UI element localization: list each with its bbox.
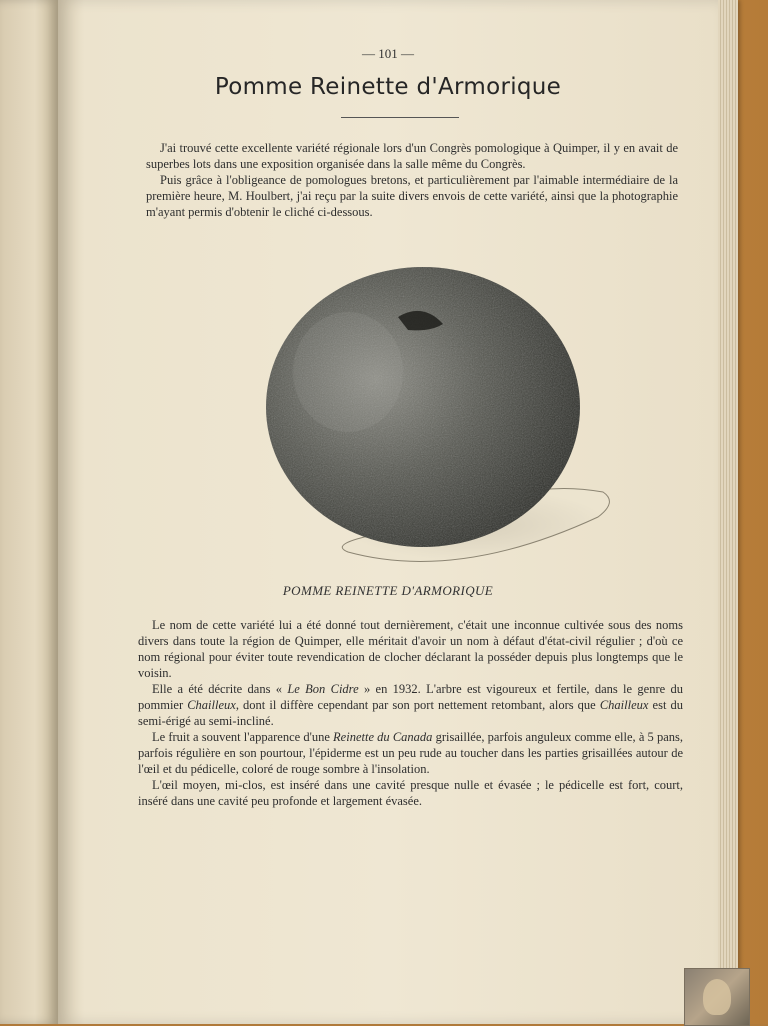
body-paragraph-2: Elle a été décrite dans « Le Bon Cidre » en 1932. L'arbre est vigoureux et fertile, dans le genre du pommier Chailleux, dont il diffère cependant par son port nettement retombant, alors que Chailleux est du semi-érigé au semi-incliné.: [138, 682, 683, 728]
left-page-edge: [0, 0, 58, 1024]
body-paragraph-4: L'œil moyen, mi-clos, est inséré dans une cavité presque nulle et évasée ; le pédicelle est fort, court, inséré dans une cavité peu profonde et largement évasée.: [138, 778, 683, 808]
body-paragraph-1: Le nom de cette variété lui a été donné tout dernièrement, c'était une inconnue cultivée sous des noms divers dans toute la région de Quimper, elle méritait d'avoir un nom à défaut d'état-civil régulier ; d'où ce nom régional pour éviter toute revendication de clocher déclarant la posséder depuis plus longtemps que le voisin.: [138, 618, 683, 680]
intro-section: [146, 140, 678, 220]
apple-photograph: [258, 262, 618, 577]
apple-illustration: [258, 262, 618, 577]
variety-chailleux: Chailleux: [599, 698, 649, 712]
photo-thumbnail: [684, 968, 750, 1026]
variety-chailleux: Chailleux: [187, 698, 236, 712]
page-number: — 101 —: [362, 46, 414, 61]
title-le-bon-cidre: Le Bon Cidre: [287, 682, 359, 696]
body-section: [138, 617, 683, 809]
variety-reinette-du-canada: Reinette du Canada: [333, 730, 433, 744]
page-title: Pomme Reinette d'Armorique: [214, 74, 562, 100]
book-page: [58, 0, 718, 1024]
thumbnail-figure: [703, 979, 731, 1015]
title-underline: [341, 117, 459, 118]
figure-caption: POMME REINETTE D'ARMORIQUE: [282, 583, 494, 598]
intro-paragraph-2: Puis grâce à l'obligeance de pomologues bretons, et particulièrement par l'aimable intermédiaire de la première heure, M. Houlbert, j'ai reçu par la suite divers envois de cette variété, ainsi que la photographie m'ayant permis d'obtenir le cliché ci-dessous.: [146, 173, 678, 219]
intro-paragraph-1: J'ai trouvé cette excellente variété régionale lors d'un Congrès pomologique à Quimper, il y en avait de superbes lots dans une exposition organisée dans la salle même du Congrès.: [146, 141, 678, 171]
body-paragraph-3: Le fruit a souvent l'apparence d'une Reinette du Canada grisaillée, parfois anguleux comme elle, à 5 pans, parfois régulière en son pourtour, l'épiderme est un peu rude au toucher dans les parties grisaillées autour de l'œil et du pédicelle, coloré de rouge sombre à l'insolation.: [138, 730, 683, 776]
